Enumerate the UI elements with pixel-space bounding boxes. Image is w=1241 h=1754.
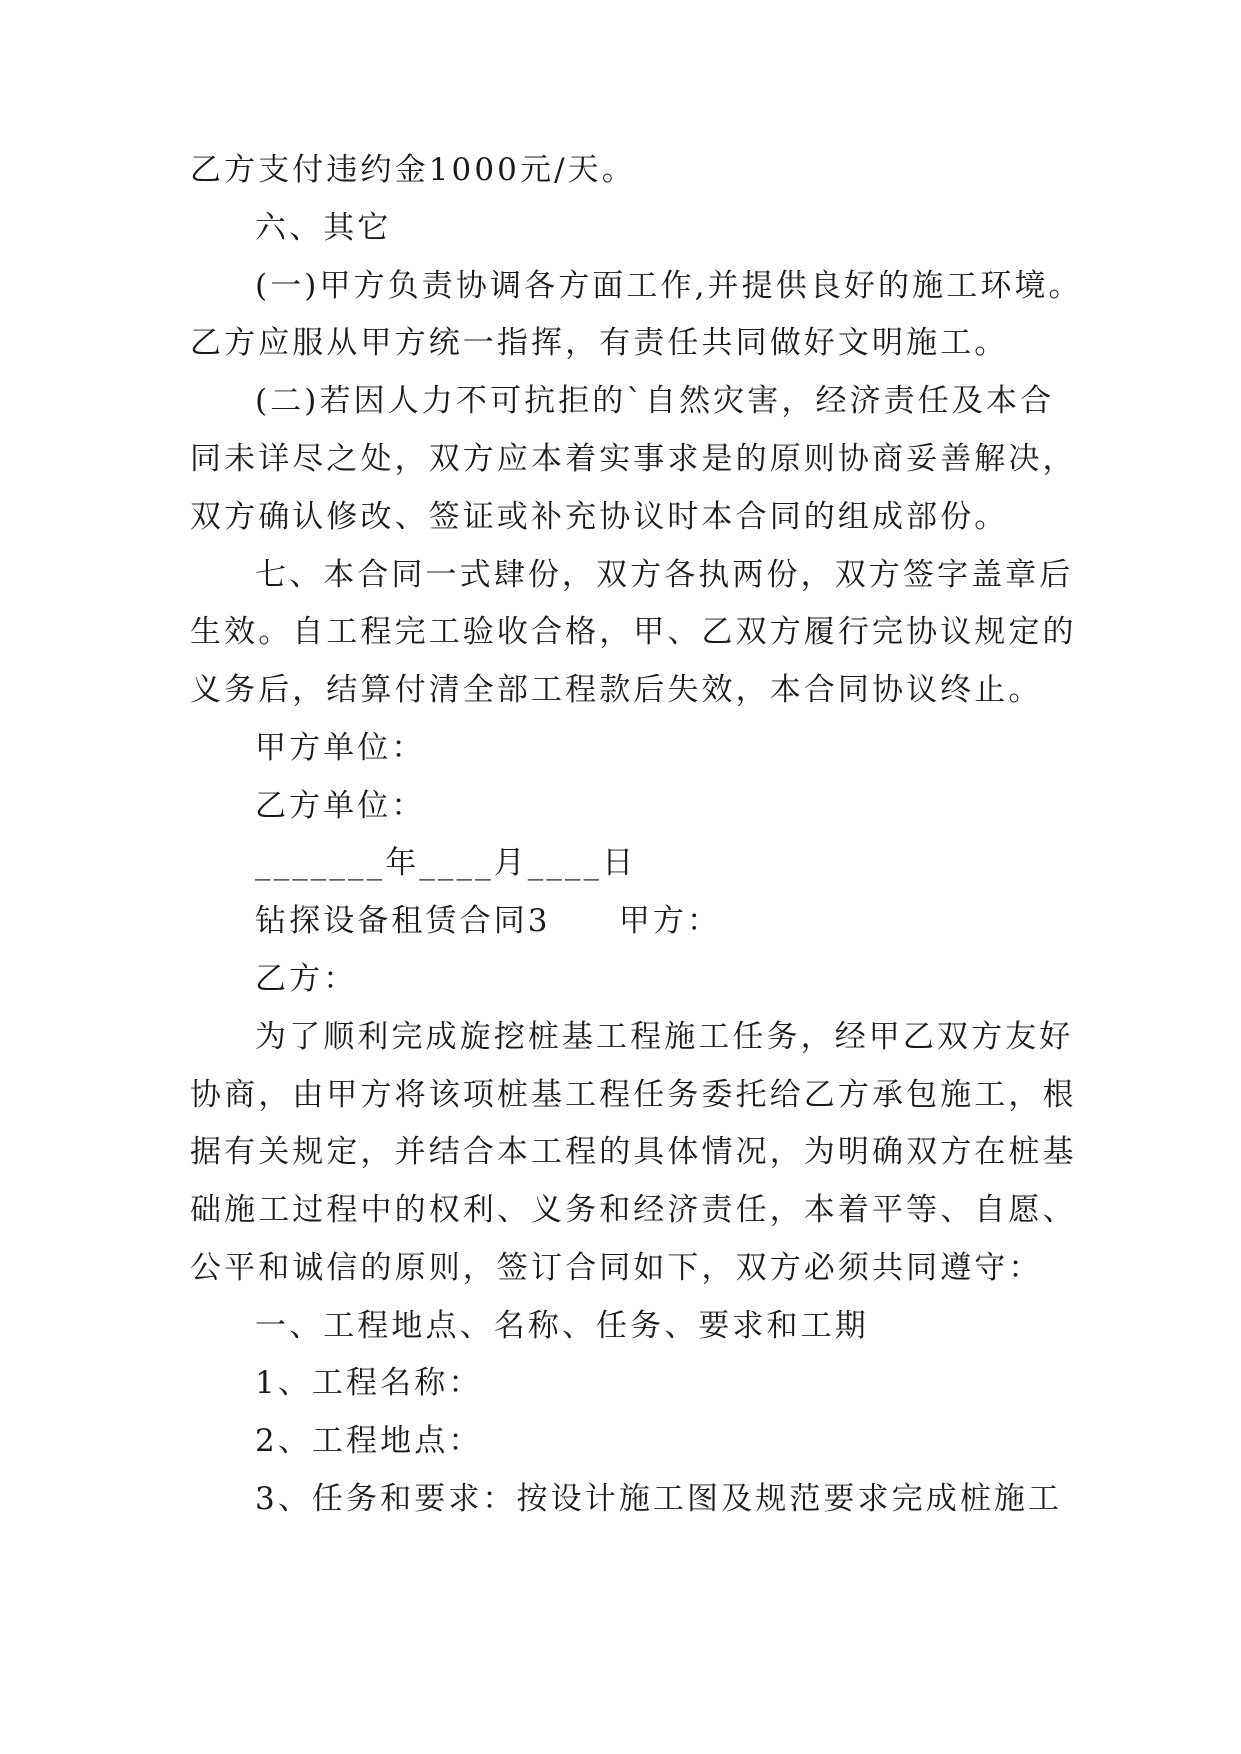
list-item: 1、工程名称：	[255, 1365, 483, 1401]
text-line: 乙方支付违约金1000元/天。	[190, 152, 636, 188]
text-line: 生效。自工程完工验收合格，甲、乙双方履行完协议规定的	[190, 614, 1077, 650]
text-line: 据有关规定，并结合本工程的具体情况，为明确双方在桩基	[190, 1134, 1077, 1170]
text-line: 双方确认修改、签证或补充协议时本合同的组成部份。	[190, 499, 1009, 535]
party-b-unit-label: 乙方单位：	[255, 788, 426, 824]
text-line: (一)甲方负责协调各方面工作,并提供良好的施工环境。	[255, 268, 1083, 304]
text-line: 七、本合同一式肆份，双方各执两份，双方签字盖章后	[255, 557, 1074, 593]
party-b-label: 乙方：	[255, 961, 358, 997]
text-line: (二)若因人力不可抗拒的`自然灾害，经济责任及本合	[255, 383, 1055, 419]
text-line: 同未详尽之处，双方应本着实事求是的原则协商妥善解决，	[190, 441, 1077, 477]
text-line: 义务后，结算付清全部工程款后失效，本合同协议终止。	[190, 672, 1043, 708]
list-item: 2、工程地点：	[255, 1423, 483, 1459]
text-line: 乙方应服从甲方统一指挥，有责任共同做好文明施工。	[190, 325, 1009, 361]
section-heading: 一、工程地点、名称、任务、要求和工期	[255, 1308, 869, 1344]
text-line: 为了顺利完成旋挖桩基工程施工任务，经甲乙双方友好	[255, 1019, 1074, 1055]
section-heading: 六、其它	[255, 210, 392, 246]
party-a-unit-label: 甲方单位：	[255, 730, 426, 766]
text-line: 协商，由甲方将该项桩基工程任务委托给乙方承包施工，根	[190, 1077, 1077, 1113]
text-line: 公平和诚信的原则，签订合同如下，双方必须共同遵守：	[190, 1250, 1043, 1286]
date-line: _______年____月____日	[255, 845, 637, 881]
contract-title-line: 钻探设备租赁合同3 甲方：	[255, 903, 722, 939]
text-line: 础施工过程中的权利、义务和经济责任，本着平等、自愿、	[190, 1192, 1077, 1228]
list-item: 3、任务和要求：按设计施工图及规范要求完成桩施工	[255, 1481, 1063, 1517]
